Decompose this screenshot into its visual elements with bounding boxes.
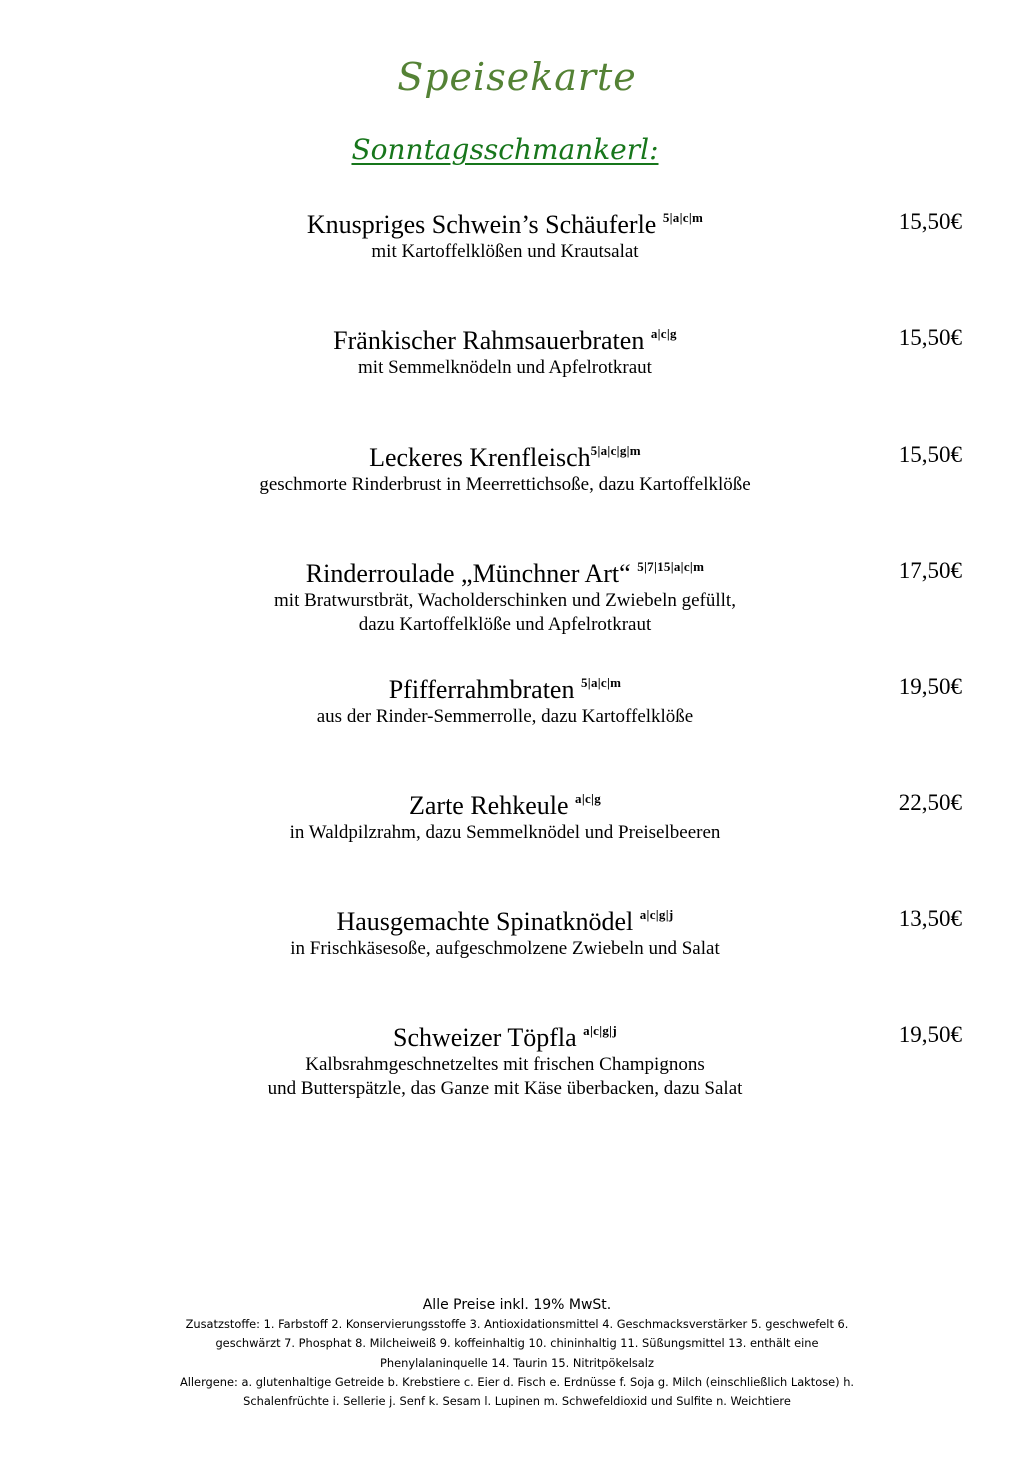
legend-line: Schalenfrüchte i. Sellerie j. Senf k. Sesam l. Lupinen m. Schwefeldioxid und Sulfite n. Weichtiere — [243, 1394, 791, 1409]
dish-price: 15,50€ — [898, 209, 962, 234]
menu-item-text — [0, 784, 1010, 845]
dish-name-text: Knuspriges Schwein’s Schäuferle — [306, 210, 663, 239]
allergen-codes: 5|7|15|a|c|m — [637, 559, 705, 574]
legend-line: geschwärzt 7. Phosphat 8. Milcheiweiß 9. koffeinhaltig 10. chininhaltig 11. Süßungsmittel 13. enthält eine — [215, 1336, 819, 1351]
dish-name — [0, 784, 1010, 821]
dish-price: 15,50€ — [898, 442, 962, 467]
footer — [0, 1295, 1034, 1411]
dish-description: und Butterspätzle, das Ganze mit Käse überbacken, dazu Salat — [267, 1078, 743, 1099]
dish-description: Kalbsrahmgeschnetzeltes mit frischen Champignons — [305, 1054, 705, 1075]
allergen-codes: a|c|g — [575, 791, 602, 806]
dish-price: 17,50€ — [898, 558, 962, 583]
dish-description: in Waldpilzrahm, dazu Semmelknödel und Preiselbeeren — [289, 822, 721, 843]
dish-price: 19,50€ — [898, 1022, 962, 1047]
dish-name-text: Zarte Rehkeule — [408, 791, 576, 820]
dish-description: mit Kartoffelklößen und Krautsalat — [371, 241, 639, 262]
dish-price: 15,50€ — [898, 325, 962, 350]
additives-allergens-legend — [137, 1315, 897, 1411]
dish-name — [0, 1016, 1010, 1053]
dish-name-text: Rinderroulade „Münchner Art“ — [305, 559, 638, 588]
menu-item-text — [0, 319, 1010, 380]
legend-line: Phenylalaninquelle 14. Taurin 15. Nitritpökelsalz — [380, 1355, 654, 1370]
allergen-codes: 5|a|c|m — [580, 675, 622, 690]
allergen-codes: a|c|g — [650, 326, 677, 341]
dish-description: mit Semmelknödeln und Apfelrotkraut — [358, 357, 652, 378]
dish-name — [0, 552, 1010, 589]
dish-description: aus der Rinder-Semmerrolle, dazu Kartoffelklöße — [316, 706, 694, 727]
page-title: Speisekarte — [397, 55, 637, 99]
dish-name-text: Hausgemachte Spinatknödel — [336, 907, 640, 936]
dish-name-text: Pfifferrahmbraten — [388, 675, 581, 704]
allergen-codes: a|c|g|j — [583, 1023, 617, 1038]
menu-item-text — [0, 900, 1010, 961]
dish-description: in Frischkäsesoße, aufgeschmolzene Zwiebeln und Salat — [290, 938, 720, 959]
dish-price: 19,50€ — [898, 674, 962, 699]
allergen-codes: 5|a|c|m — [662, 210, 704, 225]
dish-name — [0, 668, 1010, 705]
dish-description: geschmorte Rinderbrust in Meerrettichsoße, dazu Kartoffelklöße — [259, 474, 751, 495]
dish-description: mit Bratwurstbrät, Wacholderschinken und Zwiebeln gefüllt, — [274, 590, 736, 611]
menu-item-text — [0, 203, 1010, 264]
dish-price: 22,50€ — [898, 790, 962, 815]
menu-item-text — [0, 436, 1010, 497]
section-heading-text: Sonntagsschmankerl: — [351, 133, 659, 166]
section-heading — [0, 133, 1010, 167]
allergen-codes: a|c|g|j — [639, 907, 674, 922]
dish-name-text: Leckeres Krenfleisch — [369, 443, 591, 472]
dish-name — [0, 203, 1010, 240]
dish-name-text: Schweizer Töpfla — [393, 1023, 584, 1052]
dish-name — [0, 319, 1010, 356]
menu-item-text — [0, 552, 1010, 637]
dish-name-text: Fränkischer Rahmsauerbraten — [333, 326, 651, 355]
legend-line: Allergene: a. glutenhaltige Getreide b. Krebstiere c. Eier d. Fisch e. Erdnüsse f. Soja g. Milch (einschließlich Laktose) h. — [179, 1374, 855, 1389]
dish-price: 13,50€ — [898, 906, 962, 931]
dish-description: dazu Kartoffelklöße und Apfelrotkraut — [358, 614, 652, 635]
menu-item-text — [0, 1016, 1010, 1101]
allergen-codes: 5|a|c|g|m — [590, 443, 641, 458]
dish-name — [0, 436, 1010, 473]
dish-name — [0, 900, 1010, 937]
menu-item-text — [0, 668, 1010, 729]
vat-note: Alle Preise inkl. 19% MwSt. — [422, 1297, 612, 1313]
legend-line: Zusatzstoffe: 1. Farbstoff 2. Konservierungsstoffe 3. Antioxidationsmittel 4. Geschmacksverstärker 5. geschwefelt 6. — [185, 1317, 849, 1331]
